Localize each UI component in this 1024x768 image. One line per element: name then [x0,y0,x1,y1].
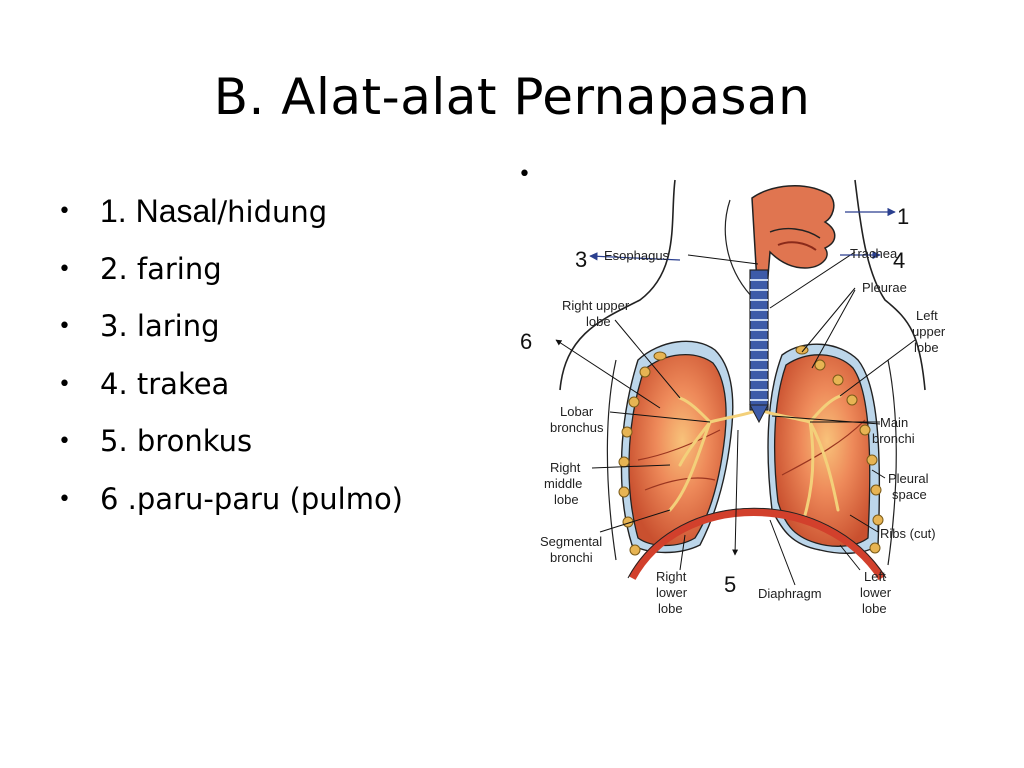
label-right-lower-lobe-1: Right [656,569,687,584]
label-left-upper-lobe-3: lobe [914,340,939,355]
label-pleurae: Pleurae [862,280,907,295]
label-lobar-bronchus-1: Lobar [560,404,594,419]
label-diaphragm: Diaphragm [758,586,822,601]
bullet-list [58,183,403,528]
label-right-upper-lobe-1: Right upper [562,298,630,313]
label-trachea: Trachea [850,246,898,261]
label-ribs-cut: Ribs (cut) [880,526,936,541]
bullet-marker: • [58,429,71,454]
number-label-3: 3 [575,247,588,272]
label-right-upper-lobe-2: lobe [586,314,611,329]
number-label-6: 6 [520,329,533,354]
bullet-item-paru-paru [58,471,403,529]
bullet-item-bronkus [58,413,403,471]
bullet-marker: • [58,256,71,282]
bullet-marker: • [58,314,71,339]
bullet-marker: • [58,486,71,512]
label-main-bronchi-1: Main [880,415,909,430]
label-right-lower-lobe-2: lower [656,585,688,600]
number-label-5: 5 [724,572,737,597]
slide-title: B. Alat-alat Pernapasan [213,68,811,126]
number-label-1: 1 [897,204,910,229]
label-right-lower-lobe-3: lobe [658,601,683,616]
label-esophagus: Esophagus [604,248,670,263]
bullet-lead: 1. Nasal [100,193,218,229]
bullet-text: /hidung [217,195,328,229]
label-right-middle-lobe-3: lobe [554,492,579,507]
bullet-text: 6 .paru-paru (pulmo) [100,481,403,516]
diagram-bullet: • [518,162,531,187]
chest-wall-right [607,360,616,560]
arrow-5 [735,430,738,555]
label-segmental-bronchi-2: bronchi [550,550,593,565]
label-left-lower-lobe-1: Left [864,569,886,584]
label-segmental-bronchi-1: Segmental [540,534,603,549]
number-label-4: 4 [893,248,906,273]
bullet-text: 2. faring [100,251,222,286]
bullet-marker: • [58,199,71,224]
bullet-item-faring [58,241,403,299]
bullet-text: 4. trakea [100,366,230,401]
bullet-item-laring [58,298,403,356]
bullet-item-nasal [58,183,403,241]
label-left-upper-lobe-1: Left [916,308,938,323]
label-left-lower-lobe-3: lobe [862,601,887,616]
respiratory-diagram [520,160,960,625]
label-lobar-bronchus-2: bronchus [550,420,604,435]
label-main-bronchi-2: bronchi [872,431,915,446]
label-left-upper-lobe-2: upper [912,324,946,339]
bullet-item-trakea [58,356,403,414]
label-right-middle-lobe-2: middle [544,476,583,491]
label-left-lower-lobe-2: lower [860,585,892,600]
bullet-text: 5. bronkus [100,424,253,458]
bullet-marker: • [58,371,71,397]
bullet-text: 3. laring [100,309,220,343]
label-pleural-space-2: space [892,487,927,502]
label-right-middle-lobe-1: Right [550,460,581,475]
label-pleural-space-1: Pleural [888,471,929,486]
